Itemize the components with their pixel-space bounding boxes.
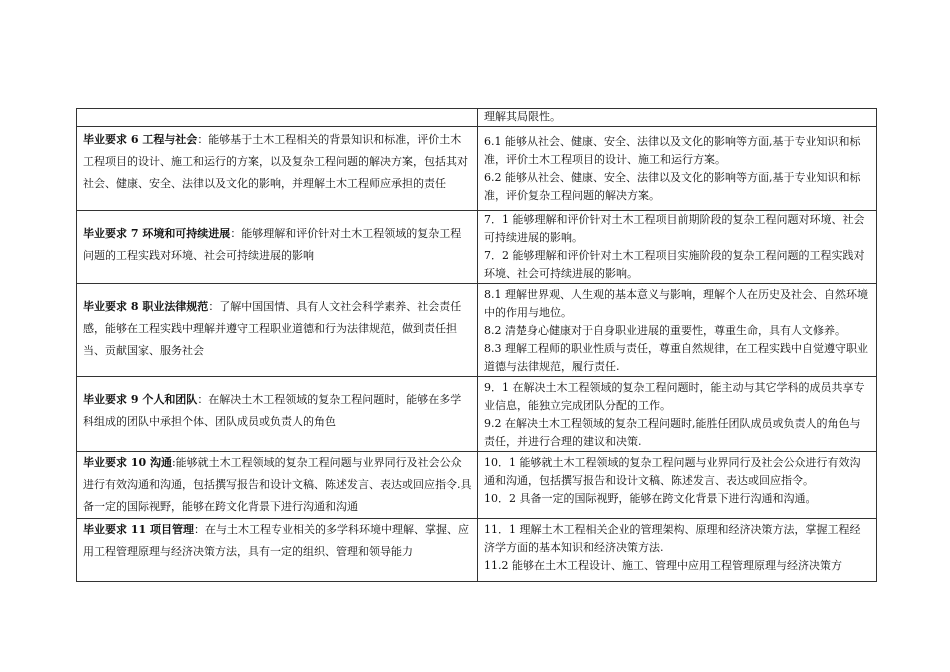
requirement-title: 毕业要求 11 项目管理 — [83, 523, 194, 536]
requirement-cell — [77, 284, 478, 377]
indicator-item: 6.1 能够从社会、健康、安全、法律以及文化的影响等方面,基于专业知识和标准，评价土木工程项目的设计、施工和运行方案。 — [484, 135, 861, 166]
indicator-cell — [478, 452, 877, 519]
indicator-item: 11．1 理解土木工程相关企业的管理架构、原理和经济决策方法，掌握工程经济学方面的基本知识和经济决策方法. — [484, 523, 861, 554]
requirement-title: 毕业要求 6 工程与社会 — [83, 133, 198, 146]
requirement-desc: :能够就土木工程领域的复杂工程问题与业界同行及社会公众进行有效沟通和沟通，包括撰写报告和设计文稿、陈述发言、表达或回应指令.具备一定的国际视野，能够在跨文化背景下进行沟通和沟通 — [83, 456, 472, 513]
requirement-cell — [77, 211, 478, 284]
requirement-cell — [77, 127, 478, 211]
table-row — [77, 127, 877, 211]
left-cell-empty — [77, 109, 478, 127]
table-row — [77, 109, 877, 127]
table-row — [77, 519, 877, 582]
requirement-cell — [77, 519, 478, 582]
indicator-item: 9.2 在解决土木工程领域的复杂工程问题时,能胜任团队成员或负责人的角色与责任，并进行合理的建议和决策. — [484, 417, 861, 448]
indicator-item: 10．1 能够就土木工程领域的复杂工程问题与业界同行及社会公众进行有效沟通和沟通，包括撰写报告和设计文稿、陈述发言、表达或回应指令。 — [484, 456, 861, 487]
indicator-cell — [478, 519, 877, 582]
indicator-item: 7．1 能够理解和评价针对土木工程项目前期阶段的复杂工程问题对环境、社会可持续进展的影响。 — [484, 213, 865, 244]
requirement-title: 毕业要求 10 沟通 — [83, 456, 172, 469]
table-row — [77, 377, 877, 452]
indicator-item: 8.2 清楚身心健康对于自身职业进展的重要性，尊重生命，具有人文修养。 — [484, 324, 846, 337]
indicator-item: 10．2 具备一定的国际视野，能够在跨文化背景下进行沟通和沟通。 — [484, 492, 817, 505]
indicator-item: 7．2 能够理解和评价针对土木工程项目实施阶段的复杂工程问题的工程实践对环境、社会可持续进展的影响。 — [484, 249, 865, 280]
requirement-desc: ：了解中国国情、具有人文社会科学素养、社会责任感，能够在工程实践中理解并遵守工程职业道德和行为法律规范，做到责任担当、贡献国家、服务社会 — [83, 300, 462, 357]
requirement-cell — [77, 452, 478, 519]
indicator-item: 6.2 能够从社会、健康、安全、法律以及文化的影响等方面,基于专业知识和标准，评价复杂工程问题的解决方案。 — [484, 171, 861, 202]
right-cell — [478, 109, 877, 127]
indicator-item: 11.2 能够在土木工程设计、施工、管理中应用工程管理原理与经济决策方 — [484, 559, 842, 572]
indicator-cell — [478, 211, 877, 284]
indicator-cell — [478, 377, 877, 452]
indicator-cell — [478, 127, 877, 211]
requirement-title: 毕业要求 8 职业法律规范 — [83, 300, 209, 313]
table-row — [77, 452, 877, 519]
requirement-desc: ：在解决土木工程领域的复杂工程问题时，能够在多学科组成的团队中承担个体、团队成员或负责人的角色 — [83, 393, 462, 428]
continuation-text: 理解其局限性。 — [484, 110, 561, 123]
indicator-item: 8.1 理解世界观、人生观的基本意义与影响，理解个人在历史及社会、自然环境中的作用与地位。 — [484, 288, 868, 319]
table-row — [77, 284, 877, 377]
requirements-table — [76, 108, 877, 582]
requirement-title: 毕业要求 9 个人和团队 — [83, 393, 198, 406]
indicator-item: 8.3 理解工程师的职业性质与责任，尊重自然规律，在工程实践中自觉遵守职业道德与法律规范，履行责任. — [484, 342, 868, 373]
table-row — [77, 211, 877, 284]
document-page — [76, 108, 874, 582]
requirement-cell — [77, 377, 478, 452]
requirement-desc: ：能够理解和评价针对土木工程领域的复杂工程问题的工程实践对环境、社会可持续进展的影响 — [83, 227, 462, 262]
indicator-item: 9．1 在解决土木工程领域的复杂工程问题时，能主动与其它学科的成员共享专业信息，能独立完成团队分配的工作。 — [484, 381, 865, 412]
requirement-desc: ：能够基于土木工程相关的背景知识和标准，评价土木工程项目的设计、施工和运行的方案，以及复杂工程问题的解决方案，包括其对社会、健康、安全、法律以及文化的影响，并理解土木工程师应承担的责任 — [83, 133, 468, 190]
indicator-cell — [478, 284, 877, 377]
requirement-desc: ：在与土木工程专业相关的多学科环境中理解、掌握、应用工程管理原理与经济决策方法，具有一定的组织、管理和领导能力 — [83, 523, 469, 558]
requirement-title: 毕业要求 7 环境和可持续进展 — [83, 227, 231, 240]
